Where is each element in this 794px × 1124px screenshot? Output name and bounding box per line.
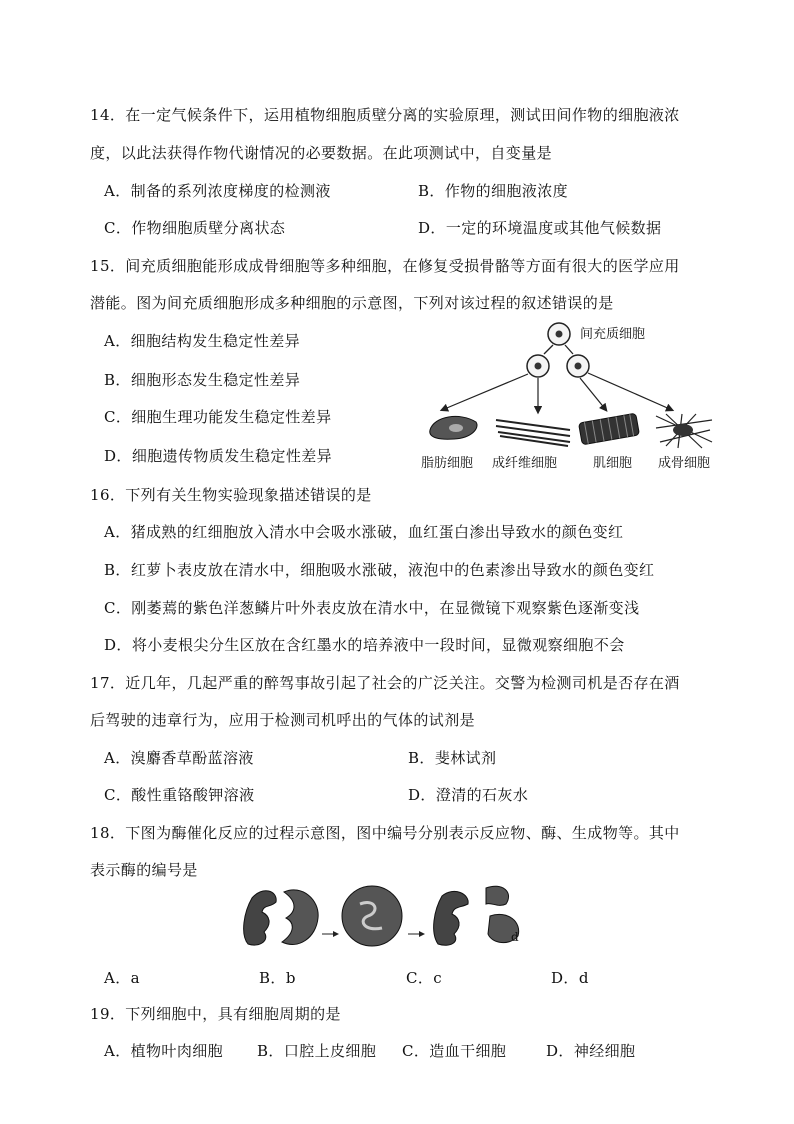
q15-option-b: B．细胞形态发生稳定性差异 [104,371,301,389]
q18-option-d: D．d [551,969,589,987]
q15-option-a: A．细胞结构发生稳定性差异 [104,332,301,350]
q15-option-c: C．细胞生理功能发生稳定性差异 [104,408,332,426]
q19-option-b: B．口腔上皮细胞 [257,1042,377,1060]
q18-option-b: B．b [259,969,296,987]
q16-option-a: A．猪成熟的红细胞放入清水中会吸水涨破，血红蛋白渗出导致水的颜色变红 [104,523,624,541]
q18-option-a: A．a [104,969,140,987]
q15-stem-line1: 15．间充质细胞能形成成骨细胞等多种细胞，在修复受损骨骼等方面有很大的医学应用 [90,257,680,275]
q18-option-c: C．c [406,969,443,987]
osteocyte-label: 成骨细胞 [658,456,711,471]
fibroblast-label: 成纤维细胞 [492,456,558,471]
q14-option-c: C．作物细胞质壁分离状态 [104,219,286,237]
q17-option-c: C．酸性重铬酸钾溶液 [104,786,255,804]
q18-stem-line2: 表示酶的编号是 [90,861,198,879]
q18-stem-line1: 18．下图为酶催化反应的过程示意图，图中编号分别表示反应物、酶、生成物等。其中 [90,824,680,842]
q14-option-b: B．作物的细胞液浓度 [418,182,569,200]
q17-stem-line1: 17．近几年，几起严重的醉驾事故引起了社会的广泛关注。交警为检测司机是否存在酒 [90,674,680,692]
q17-stem-line2: 后驾驶的违章行为，应用于检测司机呼出的气体的试剂是 [90,711,476,729]
q16-option-c: C．刚萎蔫的紫色洋葱鳞片叶外表皮放在清水中，在显微镜下观察紫色逐渐变浅 [104,599,640,617]
q14-option-a: A．制备的系列浓度梯度的检测液 [104,182,331,200]
fat-cell-label: 脂肪细胞 [421,456,474,471]
q19-stem-line1: 19．下列细胞中，具有细胞周期的是 [90,1005,341,1023]
mesenchymal-cell-label: 间充质细胞 [580,327,646,342]
q14-stem-line2: 度，以此法获得作物代谢情况的必要数据。在此项测试中，自变量是 [90,144,553,162]
q19-option-d: D．神经细胞 [546,1042,636,1060]
q19-option-a: A．植物叶肉细胞 [104,1042,224,1060]
q16-option-d: D．将小麦根尖分生区放在含红墨水的培养液中一段时间，显微观察细胞不会 [104,636,625,654]
enzyme-reaction-diagram [240,882,540,962]
q15-stem-line2: 潜能。图为间充质细胞形成多种细胞的示意图，下列对该过程的叙述错误的是 [90,294,614,312]
q14-stem-line1: 14．在一定气候条件下，运用植物细胞质壁分离的实验原理，测试田间作物的细胞液浓 [90,106,680,124]
muscle-cell-label: 肌细胞 [593,456,633,471]
q16-stem-line1: 16．下列有关生物实验现象描述错误的是 [90,486,372,504]
figure-label-d: d [511,930,519,944]
q15-option-d: D．细胞遗传物质发生稳定性差异 [104,447,333,465]
q17-option-a: A．溴麝香草酚蓝溶液 [104,749,254,767]
q14-option-d: D．一定的环境温度或其他气候数据 [418,219,662,237]
q19-option-c: C．造血干细胞 [402,1042,507,1060]
q17-option-d: D．澄清的石灰水 [408,786,529,804]
q16-option-b: B．红萝卜表皮放在清水中，细胞吸水涨破，液泡中的色素渗出导致水的颜色变红 [104,561,655,579]
q17-option-b: B．斐林试剂 [408,749,497,767]
